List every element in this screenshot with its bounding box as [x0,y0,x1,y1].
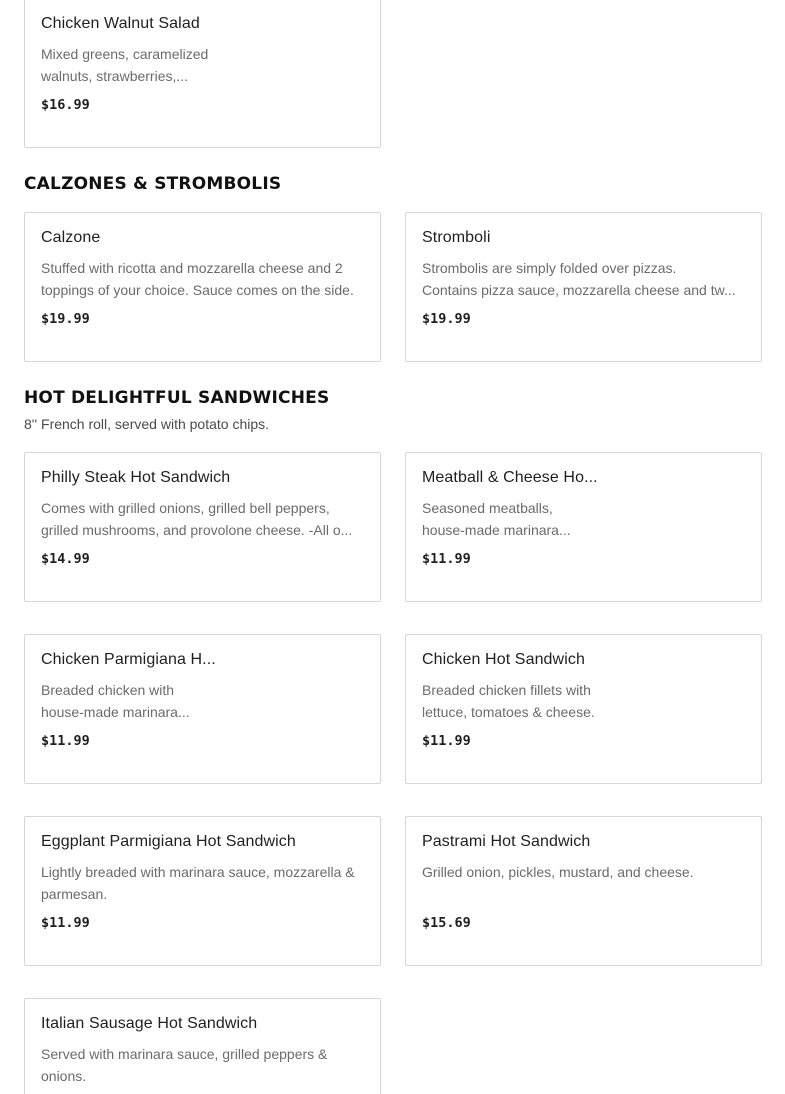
item-title: Calzone [41,229,101,246]
menu-item-card[interactable] [24,212,381,362]
item-description: Lightly breaded with marinara sauce, mozzarella & parmesan. [41,864,355,902]
item-description: Strombolis are simply folded over pizzas. Contains pizza sauce, mozzarella cheese and tw... [422,260,736,298]
menu-item-card[interactable] [24,452,381,602]
item-title: Italian Sausage Hot Sandwich [41,1015,258,1032]
section-title: HOT DELIGHTFUL SANDWICHES [24,388,330,408]
item-title: Philly Steak Hot Sandwich [41,469,231,486]
menu-item-card[interactable] [405,816,762,966]
item-title: Stromboli [422,229,491,246]
item-title: Chicken Hot Sandwich [422,651,585,668]
item-description: Breaded chicken fillets with lettuce, tomatoes & cheese. [422,682,595,720]
section-title: CALZONES & STROMBOLIS [24,174,282,194]
item-description: Grilled onion, pickles, mustard, and cheese. [422,864,694,880]
item-description: Seasoned meatballs, house-made marinara... [422,500,571,538]
item-price: $19.99 [41,311,90,327]
menu-item-card[interactable] [24,998,381,1094]
item-title: Chicken Walnut Salad [41,15,200,32]
menu-item-card[interactable] [24,816,381,966]
item-description: Served with marinara sauce, grilled peppers & onions. [41,1046,328,1084]
item-description: Comes with grilled onions, grilled bell peppers, grilled mushrooms, and provolone cheese. -All o... [41,500,353,538]
item-price: $14.99 [41,551,90,567]
item-title: Chicken Parmigiana H... [41,651,216,668]
menu-item-card[interactable] [24,0,381,148]
menu-item-card[interactable] [405,212,762,362]
item-price: $11.99 [41,733,90,749]
item-price: $11.99 [41,915,90,931]
item-title: Meatball & Cheese Ho... [422,469,598,486]
item-price: $15.69 [422,915,471,931]
item-description: Stuffed with ricotta and mozzarella cheese and 2 toppings of your choice. Sauce comes on the side. [41,260,354,298]
item-price: $16.99 [41,97,90,113]
item-price: $11.99 [422,551,471,567]
menu-item-card[interactable] [405,634,762,784]
menu-item-card[interactable] [24,634,381,784]
item-description: Mixed greens, caramelized walnuts, strawberries,... [41,46,209,84]
section-subtitle: 8'' French roll, served with potato chips. [24,416,270,432]
item-price: $19.99 [422,311,471,327]
item-description: Breaded chicken with house-made marinara... [41,682,190,720]
menu-item-card[interactable] [405,452,762,602]
item-title: Eggplant Parmigiana Hot Sandwich [41,833,296,850]
item-price: $11.99 [422,733,471,749]
item-title: Pastrami Hot Sandwich [422,833,591,850]
